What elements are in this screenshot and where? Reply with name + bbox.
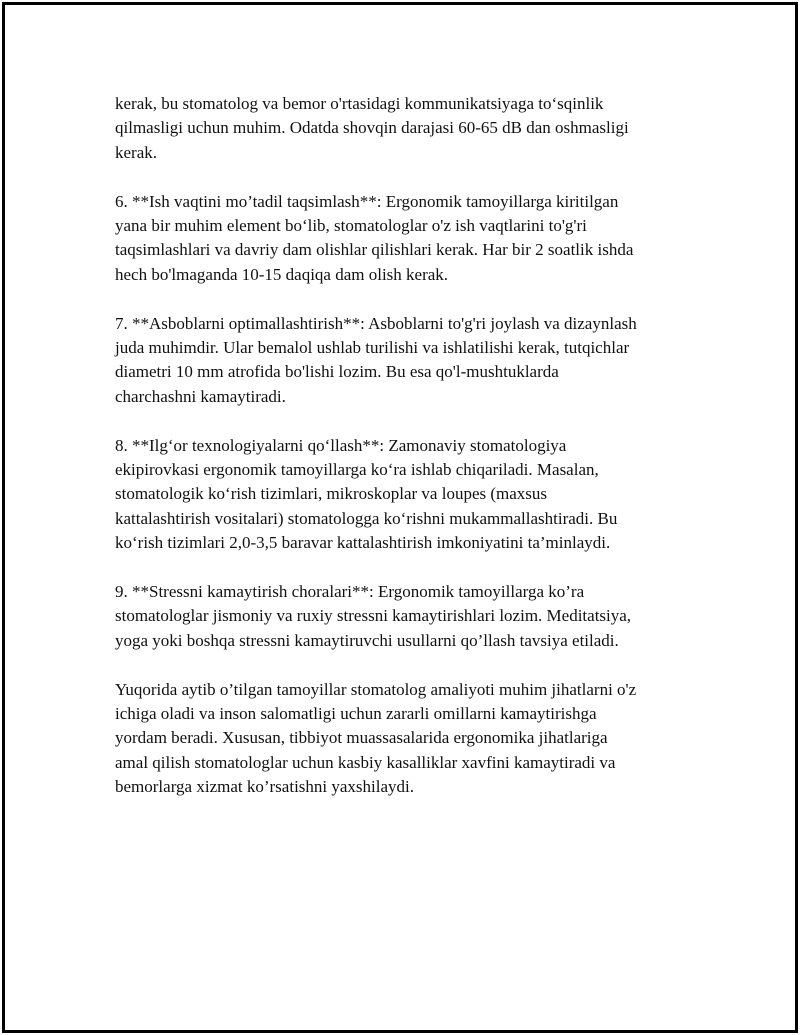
paragraph-technologies bbox=[115, 434, 700, 556]
text-line: qilmasligi uchun muhim. Odatda shovqin darajasi 60-65 dB dan oshmasligi bbox=[115, 118, 629, 138]
text-line: kattalashtirish vositalari) stomatologga ko‘rishni mukammallashtiradi. Bu bbox=[115, 508, 618, 528]
text-line: kerak. bbox=[115, 142, 158, 162]
text-line: amal qilish stomatologlar uchun kasbiy kasalliklar xavfini kamaytiradi va bbox=[115, 752, 616, 772]
text-line: 6. **Ish vaqtini mo’tadil taqsimlash**: Ergonomik tamoyillarga kiritilgan bbox=[115, 191, 619, 211]
text-line: yoga yoki boshqa stressni kamaytiruvchi usullarni qo’llash tavsiya etiladi. bbox=[115, 630, 619, 650]
text-line: 8. **Ilg‘or texnologiyalarni qo‘llash**: Zamonaviy stomatologiya bbox=[115, 435, 567, 455]
text-line: 7. **Asboblarni optimallashtirish**: Asboblarni to'g'ri joylash va dizaynlash bbox=[115, 313, 637, 333]
text-line: charchashni kamaytiradi. bbox=[115, 386, 286, 406]
text-line: stomatologlar jismoniy va ruxiy stressni kamaytirishlari lozim. Meditatsiya, bbox=[115, 606, 632, 626]
document-body bbox=[115, 92, 700, 824]
text-line: 9. **Stressni kamaytirish choralari**: Ergonomik tamoyillarga ko’ra bbox=[115, 582, 585, 602]
text-line: yana bir muhim element bo‘lib, stomatologlar o'z ish vaqtlarini to'g'ri bbox=[115, 216, 587, 236]
text-line: ichiga oladi va inson salomatligi uchun zararli omillarni kamaytirishga bbox=[115, 704, 597, 724]
paragraph-conclusion bbox=[115, 678, 700, 800]
text-line: stomatologik ko‘rish tizimlari, mikroskoplar va loupes (maxsus bbox=[115, 484, 548, 504]
text-line: Yuqorida aytib o’tilgan tamoyillar stomatolog amaliyoti muhim jihatlarni o'z bbox=[115, 679, 637, 699]
text-line: taqsimlashlari va davriy dam olishlar qilishlari kerak. Har bir 2 soatlik ishda bbox=[115, 240, 634, 260]
text-line: yordam beradi. Xususan, tibbiyot muassasalarida ergonomika jihatlariga bbox=[115, 728, 608, 748]
text-line: juda muhimdir. Ular bemalol ushlab turilishi va ishlatilishi kerak, tutqichlar bbox=[115, 338, 630, 358]
paragraph-stress bbox=[115, 580, 700, 653]
text-line: bemorlarga xizmat ko’rsatishni yaxshilaydi. bbox=[115, 777, 415, 797]
text-line: diametri 10 mm atrofida bo'lishi lozim. Bu esa qo'l-mushtuklarda bbox=[115, 362, 559, 382]
text-line: kerak, bu stomatolog va bemor o'rtasidagi kommunikatsiyaga to‘sqinlik bbox=[115, 94, 604, 113]
text-line: ko‘rish tizimlari 2,0-3,5 baravar kattalashtirish imkoniyatini ta’minlaydi. bbox=[115, 533, 611, 553]
paragraph-noise-level bbox=[115, 92, 700, 165]
text-line: ekipirovkasi ergonomik tamoyillarga ko‘ra ishlab chiqariladi. Masalan, bbox=[115, 460, 599, 480]
text-line: hech bo'lmaganda 10-15 daqiqa dam olish kerak. bbox=[115, 264, 449, 284]
paragraph-instruments bbox=[115, 312, 700, 410]
paragraph-work-time bbox=[115, 190, 700, 288]
